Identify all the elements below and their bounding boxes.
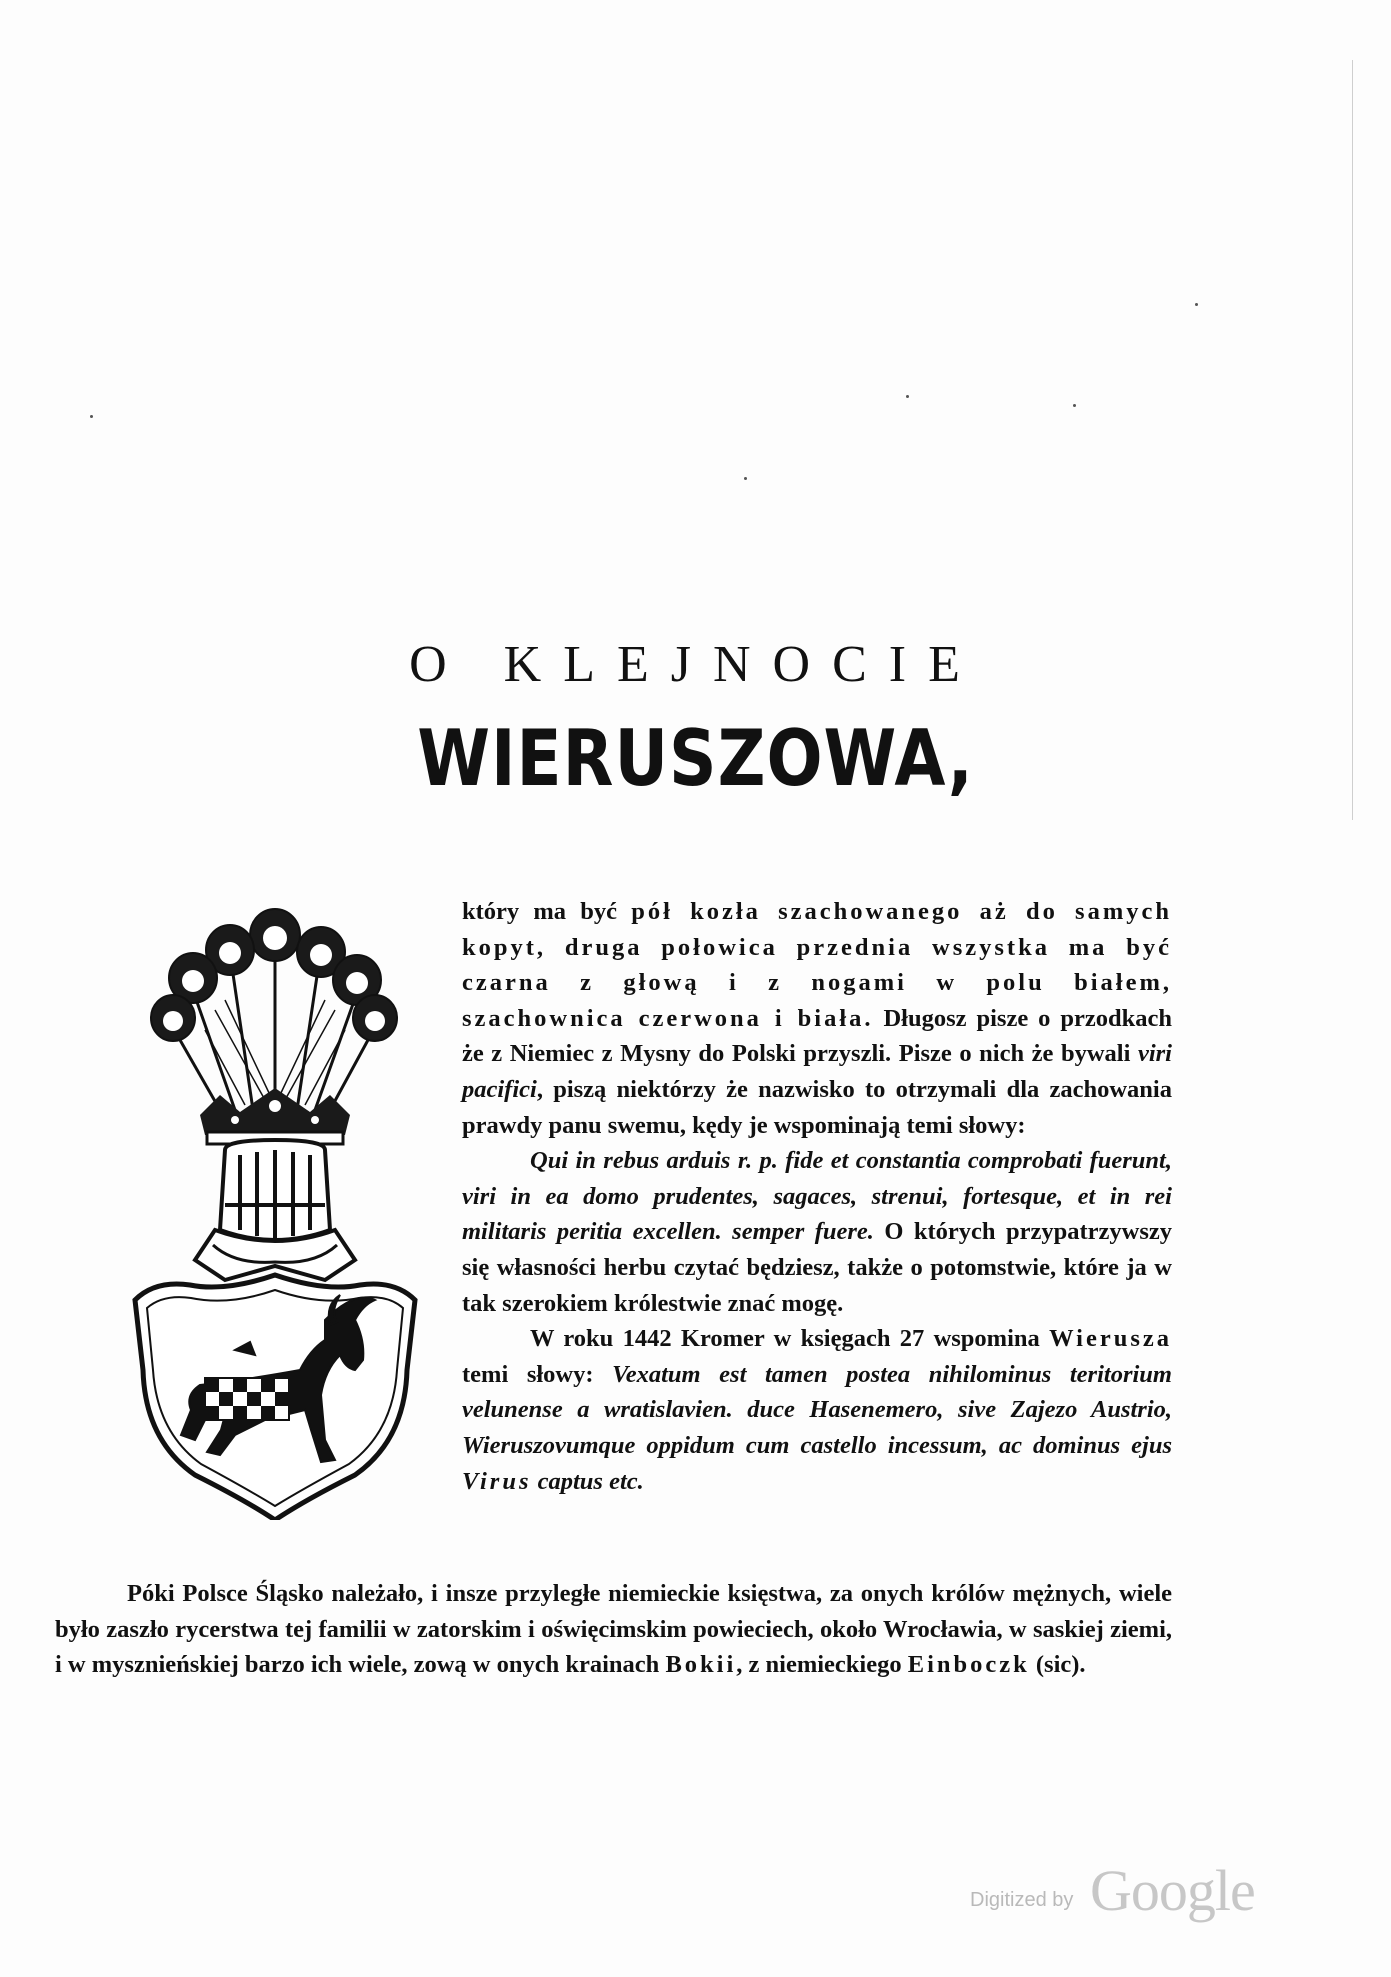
p4-name-bokii: Bokii xyxy=(665,1651,737,1679)
p3-name-virus: Virus xyxy=(462,1467,532,1495)
coat-of-arms-goat-icon xyxy=(125,900,425,1520)
scan-speck xyxy=(90,415,93,418)
p3-segment-3: temi słowy: xyxy=(462,1360,613,1388)
paragraph-4 xyxy=(55,1576,1172,1683)
heading-line-1: O KLEJNOCIE xyxy=(409,636,982,693)
p2-latin-quote: Qui in rebus arduis r. p. fide et constantia comprobati fuerunt, viri in ea domo prudentes, sagaces, strenui, fortesque, et in rei militaris peritia excellen. semper fuere. xyxy=(462,1147,1172,1246)
paragraph-3 xyxy=(462,1321,1172,1499)
p4-name-einboczk: Einboczk xyxy=(907,1651,1030,1679)
digitized-by-google-watermark xyxy=(970,1855,1270,1925)
digitized-label: Digitized by xyxy=(970,1889,1074,1911)
google-logo: Google xyxy=(1090,1858,1255,1923)
scan-speck xyxy=(744,477,747,480)
page-edge-line xyxy=(1352,60,1353,820)
p4-segment-5: (sic). xyxy=(1029,1651,1086,1679)
paragraph-2 xyxy=(462,1143,1172,1321)
scan-speck xyxy=(906,395,909,398)
p3-latin-quote: Vexatum est tamen postea nihilominus teritorium velunense a wratislavien. duce Hasenemero, sive Zajezo Austrio, Wieruszovumque oppidum cum castello incessum, ac dominus ejus xyxy=(462,1360,1172,1459)
p4-segment-3: , z niemieckiego xyxy=(736,1651,908,1679)
p1-segment-5: , piszą niektórzy że nazwisko to otrzymali dla zachowania prawdy panu swemu, kędy je wspominają temi słowy: xyxy=(462,1075,1172,1139)
p3-segment-6: captus etc. xyxy=(531,1467,644,1495)
p1-segment-3: Długosz pisze o przodkach że z Niemiec z Mysny do Polski przyszli. Pisze o nich że bywali xyxy=(462,1004,1172,1068)
p3-segment-1: W roku 1442 Kromer w księgach 27 wspomina xyxy=(530,1325,1050,1353)
heading-line-2: WIERUSZOWA, xyxy=(417,713,974,804)
p2-rest: O których przypatrzywszy się własności herbu czytać będziesz, także o potomstwie, które ja w tak szerokiem królestwie znać mogę. xyxy=(462,1218,1172,1317)
p1-segment-2: pół kozła szachowanego aż do samych kopyt, druga połowica przednia wszystka ma być czarna z głową i z nogami w polu białem, szachownica czerwona i biała. xyxy=(462,898,1172,1032)
full-width-text xyxy=(55,1576,1172,1683)
main-text-column xyxy=(462,894,1172,1499)
scan-speck xyxy=(1195,303,1198,306)
p3-name-wierusza: Wierusza xyxy=(1049,1325,1172,1353)
p1-latin-phrase: viri pacifici xyxy=(462,1040,1172,1103)
p1-segment-1: który ma być xyxy=(462,898,632,925)
paragraph-1 xyxy=(462,894,1172,1143)
p4-segment-1: Póki Polsce Śląsko należało, i insze przyległe niemieckie księstwa, za onych królów mężnych, wiele było zaszło rycerstwa tej familii w zatorskim i oświęcimskim powieciech, około Wrocławia, w saskiej ziemi, i w mysznieńskiej barzo ich wiele, zową w onych krainach xyxy=(55,1580,1172,1679)
scan-speck xyxy=(1073,404,1076,407)
